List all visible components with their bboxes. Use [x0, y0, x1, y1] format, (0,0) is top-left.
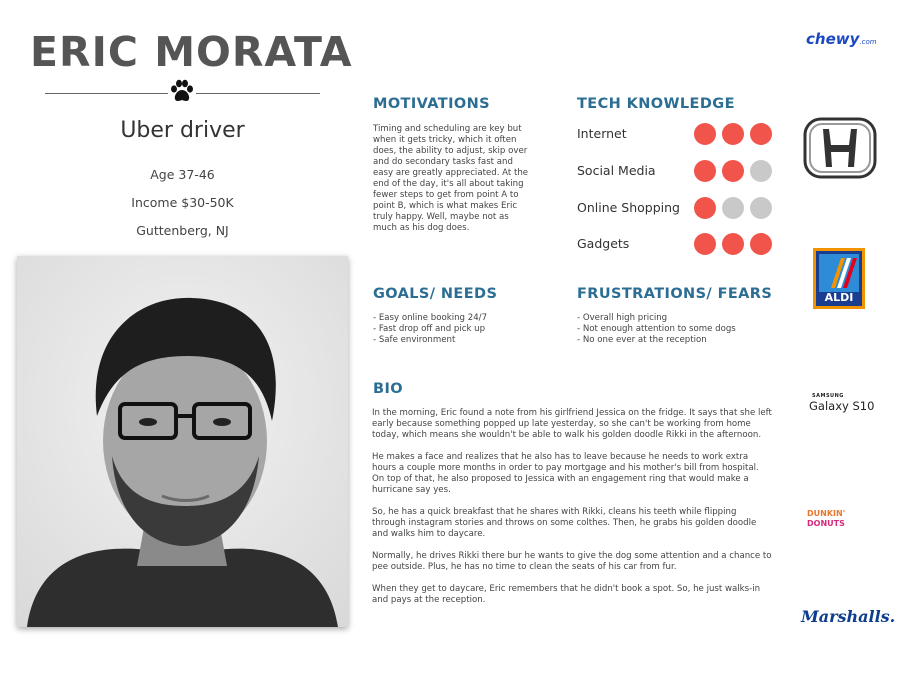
persona-income: Income $30-50K — [131, 195, 234, 210]
rating-dot-empty — [750, 197, 772, 219]
rating-dots — [694, 123, 772, 145]
dunkin-logo-line2: DONUTS — [807, 519, 845, 528]
bio-title: BIO — [373, 381, 403, 397]
goals-list — [373, 313, 563, 346]
tech-label: Internet — [577, 126, 627, 141]
persona-role: Uber driver — [120, 118, 245, 143]
list-item: - Safe environment — [373, 335, 456, 345]
persona-age: Age 37-46 — [150, 167, 215, 182]
dunkin-donuts-logo — [807, 509, 845, 529]
rating-dot-filled — [722, 233, 744, 255]
aldi-logo-text: ALDI — [824, 291, 854, 304]
rating-dots — [694, 160, 772, 182]
tech-row-online-shopping — [577, 197, 777, 219]
frustrations-title: FRUSTRATIONS/ FEARS — [577, 286, 773, 302]
rating-dot-filled — [750, 233, 772, 255]
list-item: - Easy online booking 24/7 — [373, 313, 488, 323]
list-item: - Fast drop off and pick up — [373, 324, 486, 334]
dunkin-logo-line1: DUNKIN' — [807, 509, 846, 518]
galaxy-s10-logo: Galaxy S10 — [809, 399, 875, 413]
chewy-logo — [806, 30, 877, 48]
bio-paragraph: In the morning, Eric found a note from his girlfriend Jessica on the fridge. It says that she left early because something popped up late yesterday, so she can't be working from home today, which means she wouldn't be able to walk his golden doodle Rikki in the afternoon. — [372, 408, 772, 440]
rating-dots — [694, 197, 772, 219]
aldi-logo — [813, 248, 865, 309]
rating-dot-filled — [722, 123, 744, 145]
list-item: - No one ever at the reception — [577, 335, 707, 345]
samsung-logo: SAMSUNG — [812, 393, 844, 399]
rating-dot-empty — [750, 160, 772, 182]
motivations-title: MOTIVATIONS — [373, 96, 490, 112]
rating-dot-empty — [722, 197, 744, 219]
chewy-logo-text: chewy — [806, 30, 860, 48]
bio-paragraph: He makes a face and realizes that he also has to leave because he needs to work extra hours a couple more months in order to pay mortgage and his mother's bill from hospital. On top of that, he also proposed to Jessica with an engagement ring that would make a hurricane say yes. — [372, 452, 759, 495]
tech-label: Gadgets — [577, 236, 630, 251]
rating-dot-filled — [694, 233, 716, 255]
rating-dot-filled — [750, 123, 772, 145]
motivations-text: Timing and scheduling are key but when it gets tricky, which it often does, the ability to adjust, skip over and do secondary tasks fast and easy are greatly appreciated. At the end of the day, it's all about taking fewer steps to get from point A to point B, which is what makes Eric truly happy. Well, maybe not as much as his dog does. — [373, 124, 529, 233]
rating-dot-filled — [694, 197, 716, 219]
tech-row-internet — [577, 123, 777, 145]
persona-location: Guttenberg, NJ — [136, 223, 229, 238]
tech-label: Online Shopping — [577, 200, 680, 215]
persona-photo — [17, 256, 348, 627]
list-item: - Overall high pricing — [577, 313, 668, 323]
bio-paragraph: When they get to daycare, Eric remembers that he didn't book a spot. So, he just walks-in and pays at the reception. — [372, 584, 761, 605]
goals-title: GOALS/ NEEDS — [373, 286, 498, 302]
bio-paragraph: So, he has a quick breakfast that he shares with Rikki, cleans his teeth while flipping through instagram stories and throws on some colthes. Then, he grabs his golden doodle and walks him to daycare. — [372, 507, 757, 539]
rating-dots — [694, 233, 772, 255]
chewy-logo-suffix: .com — [859, 38, 877, 46]
rating-dot-filled — [694, 123, 716, 145]
marshalls-logo: Marshalls. — [801, 607, 896, 626]
tech-row-social-media — [577, 160, 777, 182]
rating-dot-filled — [694, 160, 716, 182]
honda-logo — [803, 117, 877, 179]
paw-icon — [168, 79, 196, 105]
list-item: - Not enough attention to some dogs — [577, 324, 736, 334]
frustrations-list — [577, 313, 787, 346]
tech-knowledge-title: TECH KNOWLEDGE — [577, 96, 735, 112]
bio-paragraph: Normally, he drives Rikki there bur he wants to give the dog some attention and a chance to pee outside. Plus, he has no time to clean the seats of his car from fur. — [372, 551, 772, 572]
tech-row-gadgets — [577, 233, 777, 255]
bio-text — [372, 408, 772, 617]
persona-name: ERIC MORATA — [30, 28, 353, 76]
tech-label: Social Media — [577, 163, 656, 178]
rating-dot-filled — [722, 160, 744, 182]
